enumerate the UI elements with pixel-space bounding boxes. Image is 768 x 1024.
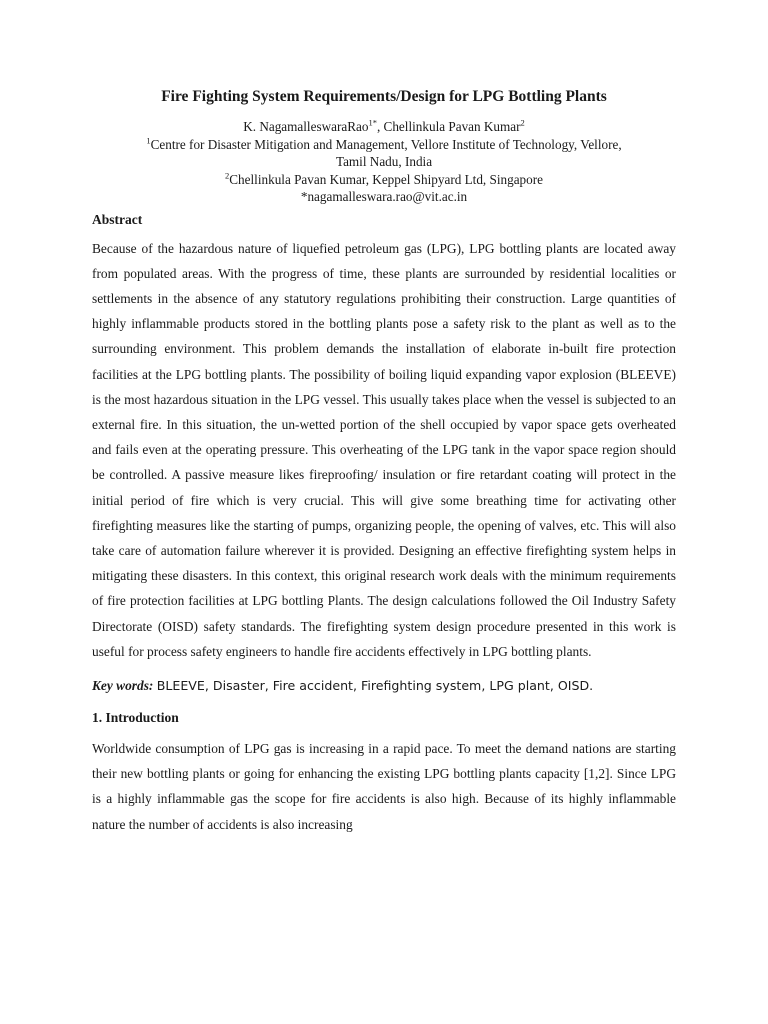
affiliation-1-sup: 1: [146, 135, 151, 146]
keywords-label: Key words:: [92, 677, 154, 693]
introduction-text: Worldwide consumption of LPG gas is increasing in a rapid pace. To meet the demand nations are starting their new bottling plants or going for enhancing the existing LPG bottling plants capacity [1,2]. Since LPG is a highly inflammable gas the scope for fire accidents is also high. Because of its highly inflammable nature the number of accidents is also increasing: [92, 740, 676, 832]
affiliation-2: [92, 171, 676, 189]
affiliation-2-sup: 2: [225, 170, 230, 181]
author-sup-1: 1*: [368, 117, 377, 128]
author-name-2: , Chellinkula Pavan Kumar: [376, 119, 521, 134]
introduction-heading: 1. Introduction: [92, 709, 179, 725]
affiliation-1: [92, 136, 676, 154]
abstract-heading: Abstract: [92, 211, 143, 227]
paper-title: Fire Fighting System Requirements/Design for LPG Bottling Plants: [161, 88, 607, 105]
author-sup-2: 2: [520, 117, 525, 128]
author-name-1: K. NagamalleswaraRao: [243, 119, 369, 134]
keywords-values: BLEEVE, Disaster, Fire accident, Firefighting system, LPG plant, OISD.: [156, 677, 594, 693]
corresponding-email: *nagamalleswara.rao@vit.ac.in: [300, 189, 468, 204]
keywords: [92, 676, 676, 696]
affiliation-1-continued: Tamil Nadu, India: [335, 154, 433, 169]
affiliation-2-text: Chellinkula Pavan Kumar, Keppel Shipyard Ltd, Singapore: [229, 171, 543, 187]
abstract-text: Because of the hazardous nature of liquefied petroleum gas (LPG), LPG bottling plants are located away from populated areas. With the progress of time, these plants are surrounded by residential localities or settlements in the absence of any statutory regulations prohibiting their construction. Large quantities of highly inflammable products stored in the bottling plants pose a safety risk to the plant as well as to the surrounding environment. This problem demands the installation of elaborate in-built fire protection facilities at the LPG bottling plants. The possibility of boiling liquid expanding vapor explosion (BLEEVE) is the most hazardous situation in the LPG vessel. This usually takes place when the vessel is subjected to an external fire. In this situation, the un-wetted portion of the shell occupied by vapor space gets overheated and fails even at the operating pressure. This overheating of the LPG tank in the vapor space region should be controlled. A passive measure likes fireproofing/ insulation or fire retardant coating will protect in the initial period of fire which is very crucial. This will give some breathing time for activating other firefighting measures like the starting of pumps, organizing people, the opening of valves, etc. This will also take care of automation failure wherever it is provided. Designing an effective firefighting system helps in mitigating these disasters. In this context, this original research work deals with the minimum requirements of fire protection facilities at LPG bottling Plants. The design calculations followed the Oil Industry Safety Directorate (OISD) safety standards. The firefighting system design procedure presented in this work is useful for process safety engineers to handle fire accidents effectively in LPG bottling plants.: [92, 240, 676, 659]
author-line: [92, 118, 676, 136]
author-block: [92, 118, 676, 206]
affiliation-1-text: Centre for Disaster Mitigation and Management, Vellore Institute of Technology, Vellore,: [150, 136, 622, 152]
